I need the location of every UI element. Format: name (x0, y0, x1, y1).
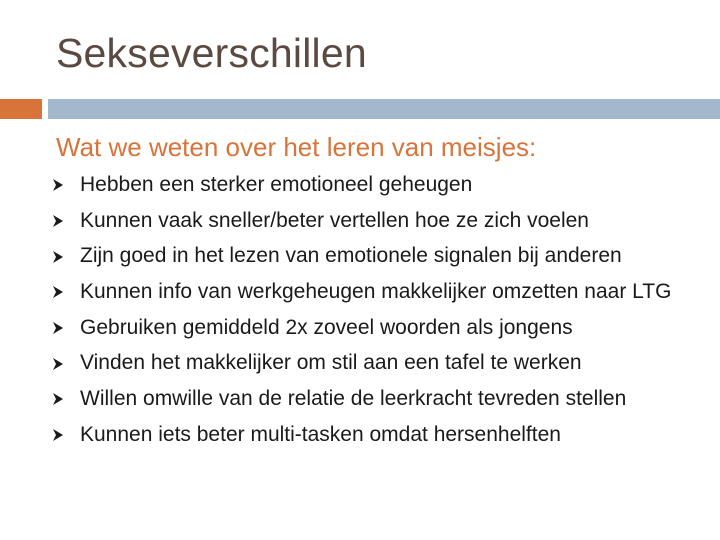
slide-subtitle: Wat we weten over het leren van meisjes: (56, 132, 537, 162)
header-band (48, 99, 720, 119)
slide-title: Sekseverschillen (56, 30, 367, 76)
bullet-text: Gebruiken gemiddeld 2x zoveel woorden als jongens (80, 315, 573, 339)
list-item (52, 207, 712, 236)
arrow-bullet-icon (52, 314, 80, 343)
list-item (52, 242, 712, 271)
bullet-text: Zijn goed in het lezen van emotionele signalen bij anderen (80, 244, 622, 268)
arrow-bullet-icon (52, 385, 80, 414)
list-item (52, 421, 712, 450)
arrow-bullet-icon (52, 207, 80, 236)
bullet-text: Kunnen iets beter multi-tasken omdat hersenhelften (80, 422, 561, 446)
bullet-text: Willen omwille van de relatie de leerkracht tevreden stellen (80, 387, 627, 411)
arrow-bullet-icon (52, 421, 80, 450)
list-item (52, 349, 712, 378)
accent-bar (0, 99, 42, 119)
list-item (52, 385, 712, 414)
arrow-bullet-icon (52, 278, 80, 307)
bullet-text: Kunnen vaak sneller/beter vertellen hoe ze zich voelen (80, 208, 589, 232)
list-item (52, 314, 712, 343)
bullet-text: Vinden het makkelijker om stil aan een tafel te werken (80, 351, 582, 375)
arrow-bullet-icon (52, 171, 80, 200)
bullet-text: Kunnen info van werkgeheugen makkelijker omzetten naar LTG (80, 280, 672, 304)
bullet-text: Hebben een sterker emotioneel geheugen (80, 173, 473, 196)
arrow-bullet-icon (52, 242, 80, 271)
list-item (52, 171, 712, 200)
bullet-list (52, 171, 712, 457)
arrow-bullet-icon (52, 349, 80, 378)
list-item (52, 278, 712, 307)
